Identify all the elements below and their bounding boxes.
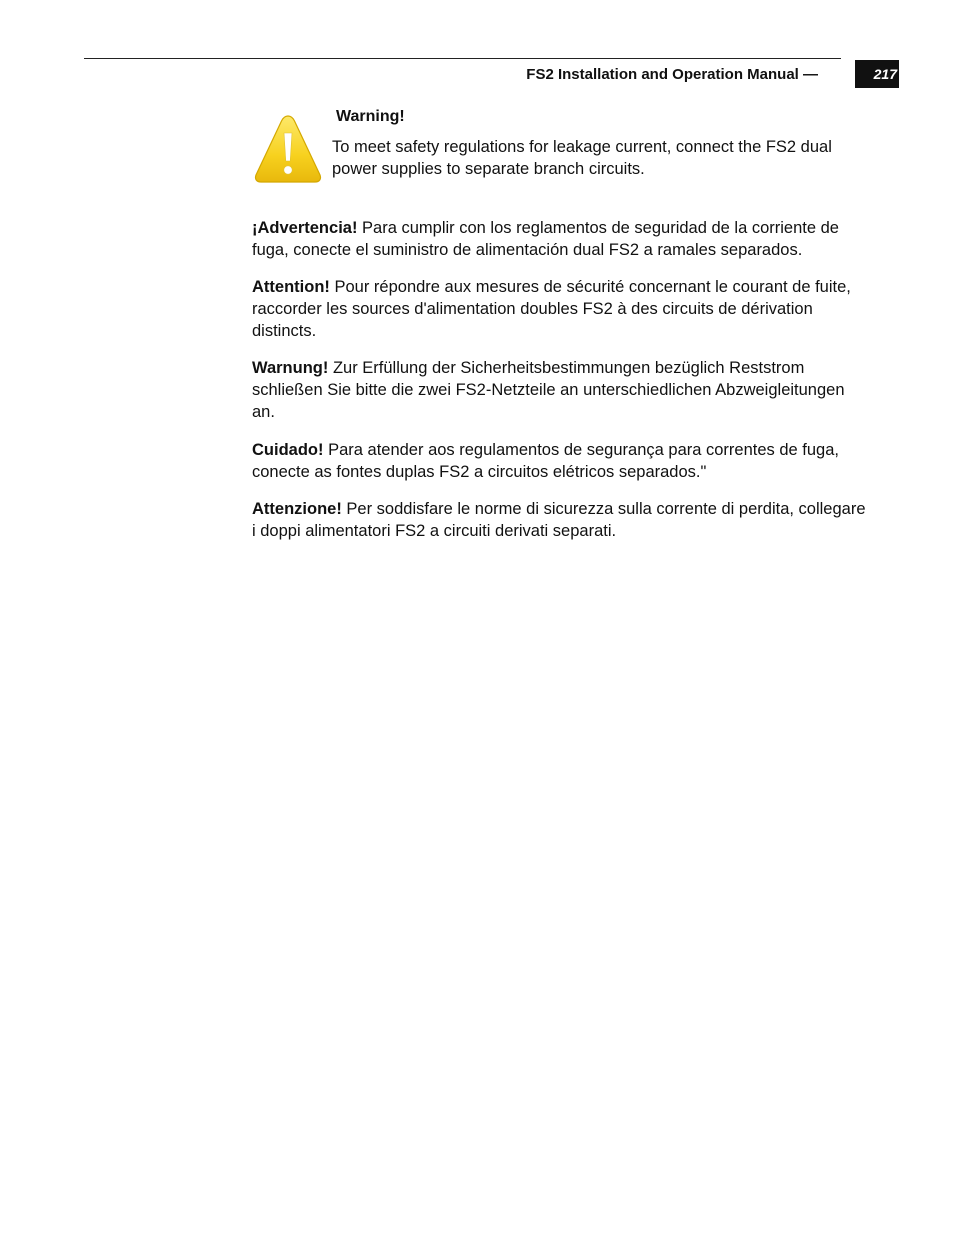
translation-text: Zur Erfüllung der Sicherheitsbestimmungen bezüglich Reststrom schließen Sie bitte die zwei FS2-Netzteile an unterschiedlichen Abzweigleitungen an.: [252, 359, 845, 421]
translation-text: Pour répondre aux mesures de sécurité concernant le courant de fuite, raccorder les sources d'alimentation doubles FS2 à des circuits de dérivation distincts.: [252, 278, 851, 340]
warning-title: Warning!: [336, 108, 405, 125]
warning-text: To meet safety regulations for leakage current, connect the FS2 dual power supplies to separate branch circuits.: [332, 138, 832, 178]
page-number: 217: [873, 66, 897, 82]
translation-label: Attenzione!: [252, 500, 342, 518]
translation-label: ¡Advertencia!: [252, 219, 358, 237]
translation-italian: [252, 498, 872, 542]
warning-triangle-icon: [253, 113, 323, 185]
translation-text: Per soddisfare le norme di sicurezza sulla corrente di perdita, collegare i doppi alimentatori FS2 a circuiti derivati separati.: [252, 500, 866, 540]
running-header-title: FS2 Installation and Operation Manual —: [526, 66, 818, 83]
translation-label: Cuidado!: [252, 441, 324, 459]
translation-text: Para cumplir con los reglamentos de seguridad de la corriente de fuga, conecte el suministro de alimentación dual FS2 a ramales separados.: [252, 219, 839, 259]
translation-french: [252, 276, 872, 342]
translation-label: Warnung!: [252, 359, 329, 377]
translation-german: [252, 357, 872, 423]
header-rule: [84, 58, 841, 59]
page-number-badge: [855, 60, 899, 88]
translation-portuguese: [252, 439, 872, 483]
translation-text: Para atender aos regulamentos de segurança para correntes de fuga, conecte as fontes duplas FS2 a circuitos elétricos separados.": [252, 441, 839, 481]
translation-spanish: [252, 217, 872, 261]
translation-label: Attention!: [252, 278, 330, 296]
